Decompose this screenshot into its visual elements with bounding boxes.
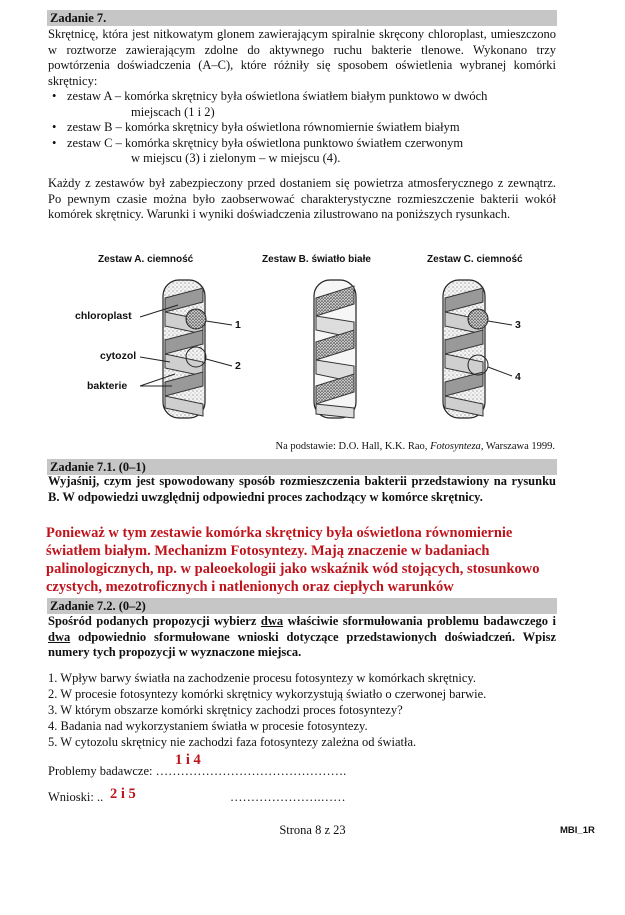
bullet-c: • zestaw C – komórka skrętnicy była oświetlona punktowo światłem czerwonym w miejscu (3) i zielonym – w miejscu (4). [50, 136, 555, 167]
bullet-b: • zestaw B – komórka skrętnicy była oświetlona równomiernie światłem białym [50, 120, 555, 136]
label-number-1: 1 [235, 319, 241, 331]
label-cytozol: cytozol [100, 350, 137, 362]
label-chloroplast: chloroplast [75, 310, 132, 322]
conclusions-dots: ………………….…… [230, 790, 346, 804]
task7-header: Zadanie 7. [47, 10, 557, 26]
figure-source: Na podstawie: D.O. Hall, K.K. Rao, Fotosynteza, Warszawa 1999. [275, 441, 555, 452]
experiment-figure [0, 270, 625, 435]
task71-question: Wyjaśnij, czym jest spowodowany sposób rozmieszczenia bakterii przedstawiony na rysunku B. W odpowiedzi uwzględnij odpowiedni proces zachodzący w komórce skrętnicy. [48, 474, 556, 504]
figure-title-b: Zestaw B. światło białe [262, 254, 371, 265]
task7-bullets [50, 89, 555, 167]
task7-intro: Skrętnicę, która jest nitkowatym glonem zawierającym spiralnie skręcony chloroplast, umieszczono w roztworze zawierającym zdolne do aktywnego ruchu bakterie tlenowe. Wykonano trzy powtórzenia doświadczenia (A–C), które różniły się sposobem oświetlenia wybranej komórki skrętnicy: [48, 27, 556, 88]
label-number-4: 4 [515, 371, 521, 383]
bullet-a: • zestaw A – komórka skrętnicy była oświetlona światłem białym punktowo w dwóch miejscach (1 i 2) [50, 89, 555, 120]
label-number-3: 3 [515, 319, 521, 331]
label-number-2: 2 [235, 360, 241, 372]
task72-question: Spośród podanych propozycji wybierz dwa właściwie sformułowania problemu badawczego i dwa odpowiednio sformułowane wnioski dotyczące przedstawionych doświadczeń. Wpisz numery tych propozycji w wyznaczone miejsca. [48, 614, 556, 659]
conclusions-label: Wnioski: .. [48, 790, 104, 804]
proposition-1: 1. Wpływ barwy światła na zachodzenie procesu fotosyntezy w komórkach skrętnicy. [48, 671, 476, 685]
problems-answer: 1 i 4 [175, 752, 201, 768]
figure-title-c: Zestaw C. ciemność [427, 254, 523, 265]
proposition-5: 5. W cytozolu skrętnicy nie zachodzi faza fotosyntezy zależna od światła. [48, 735, 417, 749]
task72-propositions [48, 670, 556, 750]
proposition-4: 4. Badania nad wykorzystaniem światła w procesie fotosyntezy. [48, 719, 368, 733]
task7-body: Każdy z zestawów był zabezpieczony przed dostaniem się powietrza atmosferycznego z zewnątrz. Po pewnym czasie można było zaobserwować charakterystyczne rozmieszczenie bakterii wokół komórek skrętnicy. Warunki i wyniki doświadczenia zilustrowano na poniższych rysunkach. [48, 176, 556, 221]
task72-header: Zadanie 7.2. (0–2) [47, 598, 557, 614]
task71-header: Zadanie 7.1. (0–1) [47, 459, 557, 475]
page-number: Strona 8 z 23 [279, 823, 346, 837]
conclusions-answer: 2 i 5 [110, 786, 136, 802]
problems-line: Problemy badawcze: ………………………………………. [48, 764, 347, 778]
proposition-3: 3. W którym obszarze komórki skrętnicy zachodzi proces fotosyntezy? [48, 703, 403, 717]
proposition-2: 2. W procesie fotosyntezy komórki skrętnicy wykorzystują światło o czerwonej barwie. [48, 687, 487, 701]
cell-b [314, 280, 356, 418]
figure-title-a: Zestaw A. ciemność [98, 254, 194, 265]
cell-c [443, 280, 488, 418]
cell-a [163, 280, 206, 418]
exam-code: MBI_1R [560, 825, 595, 836]
label-bakterie: bakterie [87, 380, 128, 392]
task71-answer: Ponieważ w tym zestawie komórka skrętnicy była oświetlona równomiernie światłem białym. Mechanizm Fotosyntezy. Mają znaczenie w badaniach palinologicznych, np. w paleoekologii jako wskaźnik wód stojących, stosunkowo czystych, mezotroficznych i natlenionych oraz ciepłych warunków [46, 525, 540, 595]
